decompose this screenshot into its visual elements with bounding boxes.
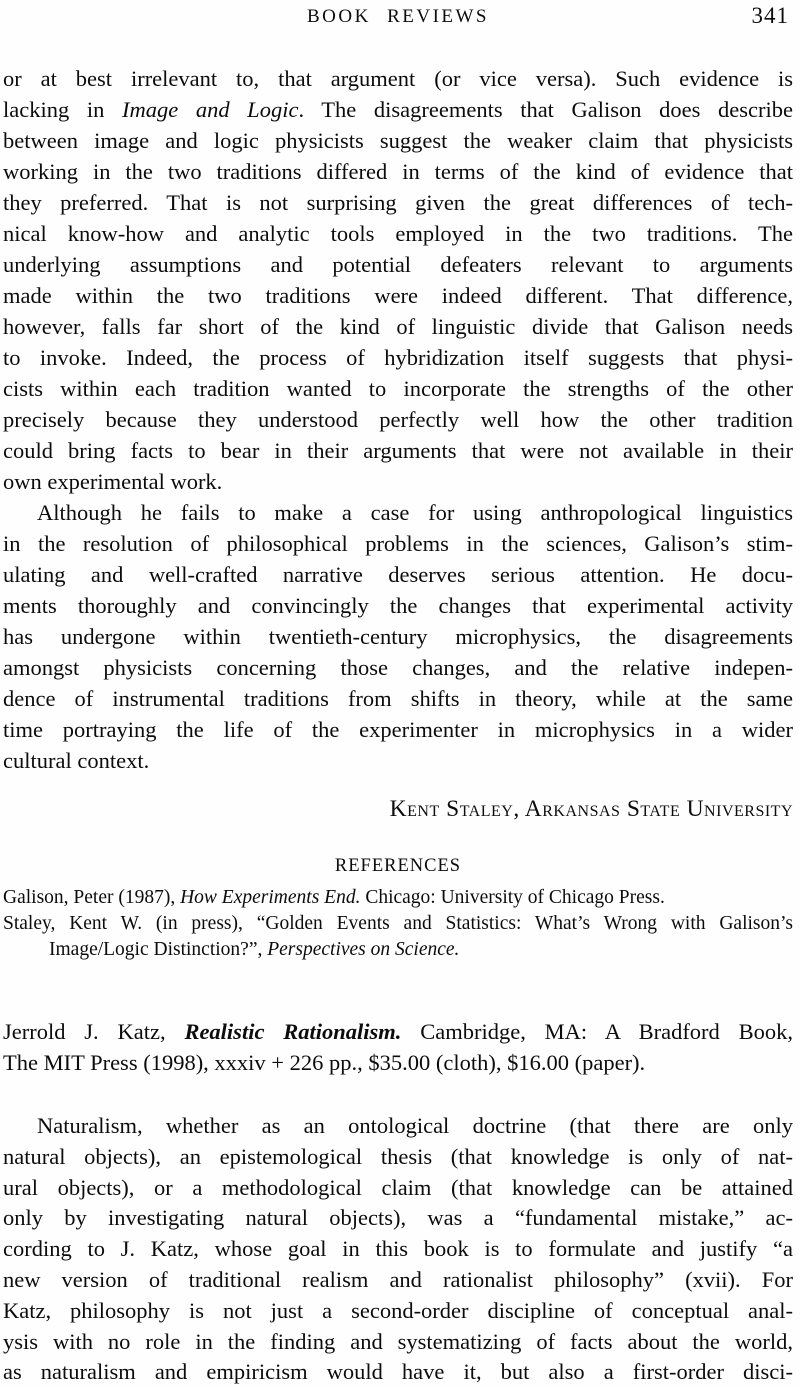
text-run: . The disagreements that Galison does describe bbox=[298, 97, 793, 122]
text-line bbox=[3, 1016, 793, 1047]
review-galison-paragraph-2 bbox=[3, 497, 793, 776]
text-run: to invoke. Indeed, the process of hybridization itself suggests that physi- bbox=[3, 345, 793, 370]
text-run: Staley, Kent W. (in press), “Golden Events and Statistics: What’s Wrong with Galison’s bbox=[3, 913, 793, 934]
text-run: cording to J. Katz, whose goal in this book is to formulate and justify “a bbox=[3, 1236, 793, 1262]
text-line bbox=[3, 885, 793, 911]
text-run: they preferred. That is not surprising given the great differences of tech- bbox=[3, 190, 793, 215]
text-run: underlying assumptions and potential defeaters relevant to arguments bbox=[3, 252, 793, 277]
text-run: working in the two traditions differed in terms of the kind of evidence that bbox=[3, 159, 793, 184]
text-line bbox=[3, 497, 793, 528]
review-katz-paragraph-1 bbox=[3, 1111, 793, 1388]
text-run: lacking in bbox=[3, 97, 122, 122]
text-line bbox=[3, 311, 793, 342]
text-run: has undergone within twentieth-century microphysics, the disagreements bbox=[3, 624, 793, 649]
text-run: made within the two traditions were indeed different. That difference, bbox=[3, 283, 793, 308]
text-line bbox=[3, 1357, 793, 1388]
katz-book-heading bbox=[3, 1016, 793, 1078]
text-line bbox=[3, 911, 793, 937]
text-run: in the resolution of philosophical problems in the sciences, Galison’s stim- bbox=[3, 531, 793, 556]
review-galison-paragraph-1 bbox=[3, 63, 793, 497]
text-line bbox=[3, 652, 793, 683]
text-line bbox=[3, 342, 793, 373]
text-line bbox=[3, 559, 793, 590]
italic-run: Image and Logic bbox=[121, 97, 299, 122]
text-run: Chicago: University of Chicago Press. bbox=[360, 887, 665, 908]
text-run: ulating and well-crafted narrative deserves serious attention. He docu- bbox=[3, 562, 793, 587]
text-run: between image and logic physicists suggest the weaker claim that physicists bbox=[3, 128, 793, 153]
bold-italic-run: Realistic Rationalism. bbox=[184, 1019, 402, 1044]
text-line bbox=[3, 218, 793, 249]
text-line bbox=[3, 156, 793, 187]
text-line bbox=[3, 621, 793, 652]
reviewer-signature: Kent Staley, Arkansas State University bbox=[389, 796, 793, 822]
text-run: Galison, Peter (1987), bbox=[3, 887, 181, 908]
text-line bbox=[3, 249, 793, 280]
italic-run: How Experiments End. bbox=[180, 887, 361, 908]
page-number: 341 bbox=[751, 3, 789, 28]
running-head-title: BOOK REVIEWS bbox=[306, 6, 490, 27]
text-line bbox=[3, 528, 793, 559]
text-run: own experimental work. bbox=[3, 469, 223, 494]
text-line bbox=[3, 1142, 793, 1173]
references-list bbox=[3, 885, 793, 963]
text-line bbox=[3, 1173, 793, 1204]
text-line bbox=[3, 1047, 793, 1078]
text-line bbox=[3, 466, 793, 497]
text-line bbox=[3, 1265, 793, 1296]
text-run: Naturalism, whether as an ontological doctrine (that there are only bbox=[37, 1113, 793, 1138]
references-heading: REFERENCES bbox=[334, 856, 462, 876]
text-run: nical know-how and analytic tools employed in the two traditions. The bbox=[3, 221, 793, 246]
text-run: dence of instrumental traditions from shifts in theory, while at the same bbox=[3, 686, 793, 711]
text-line bbox=[3, 745, 793, 776]
text-line bbox=[3, 373, 793, 404]
text-run: ments thoroughly and convincingly the changes that experimental activity bbox=[3, 593, 793, 618]
text-run: Although he fails to make a case for using anthropological linguistics bbox=[37, 500, 793, 525]
text-run: cists within each tradition wanted to incorporate the strengths of the other bbox=[3, 376, 793, 401]
italic-run: Perspectives on Science. bbox=[267, 939, 460, 960]
text-run: new version of traditional realism and rationalist philosophy” (xvii). For bbox=[3, 1266, 793, 1292]
text-line bbox=[3, 1296, 793, 1327]
text-line bbox=[3, 1203, 793, 1234]
text-run: only by investigating natural objects), was a “fundamental mistake,” ac- bbox=[3, 1205, 793, 1231]
reference-item bbox=[3, 911, 793, 963]
text-run: natural objects), an epistemological thesis (that knowledge is only of nat- bbox=[3, 1143, 793, 1169]
text-run: precisely because they understood perfectly well how the other tradition bbox=[3, 407, 793, 432]
reference-item bbox=[3, 885, 793, 911]
text-line bbox=[3, 94, 793, 125]
text-line bbox=[3, 404, 793, 435]
text-run: The MIT Press (1998), xxxiv + 226 pp., $35.00 (cloth), $16.00 (paper). bbox=[3, 1050, 646, 1075]
text-run: ural objects), or a methodological claim (that knowledge can be attained bbox=[3, 1174, 793, 1200]
text-run: amongst physicists concerning those changes, and the relative indepen- bbox=[3, 655, 793, 680]
text-line bbox=[3, 937, 793, 963]
text-run: ysis with no role in the finding and systematizing of facts about the world, bbox=[3, 1328, 793, 1354]
text-line bbox=[3, 187, 793, 218]
text-run: cultural context. bbox=[3, 748, 150, 773]
text-line bbox=[3, 590, 793, 621]
text-line bbox=[3, 435, 793, 466]
text-line bbox=[3, 1234, 793, 1265]
running-head bbox=[3, 3, 793, 30]
text-run: time portraying the life of the experimenter in microphysics in a wider bbox=[3, 717, 793, 742]
text-run: could bring facts to bear in their arguments that were not available in their bbox=[3, 438, 793, 463]
text-line bbox=[3, 714, 793, 745]
text-run: Image/Logic Distinction?”, bbox=[49, 939, 268, 960]
text-line bbox=[3, 125, 793, 156]
text-run: or at best irrelevant to, that argument (or vice versa). Such evidence is bbox=[3, 66, 793, 91]
text-run: as naturalism and empiricism would have it, but also a first-order disci- bbox=[3, 1359, 793, 1385]
text-run: however, falls far short of the kind of linguistic divide that Galison needs bbox=[3, 314, 793, 339]
text-line bbox=[3, 63, 793, 94]
text-line bbox=[3, 683, 793, 714]
text-line bbox=[3, 280, 793, 311]
text-run: Jerrold J. Katz, bbox=[3, 1019, 185, 1044]
text-line bbox=[3, 1111, 793, 1142]
text-line bbox=[3, 1327, 793, 1358]
text-run: Cambridge, MA: A Bradford Book, bbox=[401, 1019, 794, 1044]
text-run: Katz, philosophy is not just a second-order discipline of conceptual anal- bbox=[3, 1297, 793, 1323]
